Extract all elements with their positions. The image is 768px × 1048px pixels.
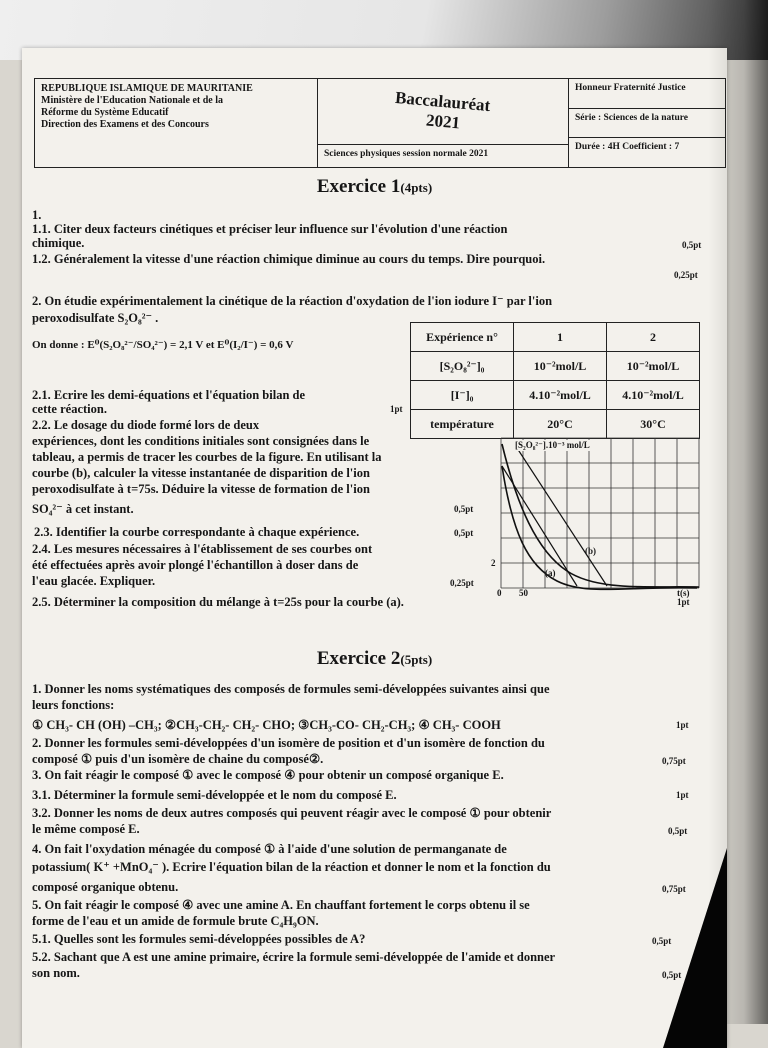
table-header: 2 xyxy=(607,323,700,352)
ex1-line: 2.5. Déterminer la composition du mélange à t=25s pour la courbe (a). xyxy=(32,595,404,609)
ex2-point: 0,75pt xyxy=(662,884,686,894)
table-cell: [I⁻]₀ xyxy=(411,381,514,410)
ex2-line: le même composé E. xyxy=(32,822,140,836)
ex2-line: 3.1. Déterminer la formule semi-développée et le nom du composé E. xyxy=(32,788,397,802)
ministry-block xyxy=(35,79,318,167)
graph-x-tick: 50 xyxy=(519,588,528,598)
ex1-line: 1. xyxy=(32,208,42,222)
exercise-2-points: (5pts) xyxy=(400,652,433,667)
kinetics-graph-svg xyxy=(497,436,712,601)
serie: Série : Sciences de la nature xyxy=(569,109,725,139)
table-cell: 4.10⁻²mol/L xyxy=(607,381,700,410)
curve-b-label: (b) xyxy=(585,546,596,556)
exercise-1-points: (4pts) xyxy=(400,180,433,195)
ex2-point: 0,5pt xyxy=(662,970,682,980)
table-cell: [S₂O₈²⁻]₀ xyxy=(411,352,514,381)
ex2-line: ① CH₃- CH (OH) –CH₃; ②CH₃-CH₂- CH₂- CHO; ③CH₃-CO- CH₂-CH₃; ④ CH₃- COOH xyxy=(32,718,501,732)
exercise-1-title xyxy=(22,176,727,198)
ex2-line: leurs fonctions: xyxy=(32,698,115,712)
table-cell: 10⁻²mol/L xyxy=(514,352,607,381)
motto: Honneur Fraternité Justice xyxy=(569,79,725,109)
ex1-point: 0,25pt xyxy=(674,270,698,280)
ex1-line: expériences, dont les conditions initiales sont consignées dans le xyxy=(32,434,370,448)
ex1-line: 2.1. Ecrire les demi-équations et l'équation bilan de xyxy=(32,388,306,402)
ex1-line: 1.2. Généralement la vitesse d'une réaction chimique diminue au cours du temps. Dire pourquoi. xyxy=(32,252,546,266)
ex2-line: 1. Donner les noms systématiques des composés de formules semi-développées suivantes ainsi que xyxy=(32,682,550,696)
kinetics-graph xyxy=(491,436,712,601)
ex1-line: cette réaction. xyxy=(32,402,107,416)
tangent-line xyxy=(517,448,607,586)
ex1-point: 1pt xyxy=(677,597,690,607)
ex2-point: 0,5pt xyxy=(668,826,688,836)
graph-x-unit: t(s) xyxy=(677,588,690,598)
ministry-line: Ministère de l'Education Nationale et de la xyxy=(41,95,224,106)
ministry-line: Direction des Examens et des Concours xyxy=(41,119,209,130)
table-cell: 30°C xyxy=(607,410,700,439)
ex1-line: SO₄²⁻ à cet instant. xyxy=(32,502,134,516)
exercise-2-title xyxy=(22,648,727,670)
table-header: Expérience n° xyxy=(411,323,514,352)
ex2-line: 4. On fait l'oxydation ménagée du composé ① à l'aide d'une solution de permanganate de xyxy=(32,842,507,856)
ex2-line: forme de l'eau et un amide de formule brute C₄H₉ON. xyxy=(32,914,319,928)
ex1-line: chimique. xyxy=(32,236,85,250)
ex1-line: peroxodisulfate S₂O₈²⁻ . xyxy=(32,311,159,325)
ex1-point: 1pt xyxy=(390,404,403,414)
ex1-line: l'eau glacée. Expliquer. xyxy=(32,574,156,588)
ex2-line: composé organique obtenu. xyxy=(32,880,179,894)
exam-page xyxy=(22,48,727,1048)
table-cell: température xyxy=(411,410,514,439)
graph-ylabel: [S₂O₈²⁻].10⁻³ mol/L xyxy=(515,440,590,450)
exam-title-block xyxy=(318,79,569,167)
exam-header xyxy=(34,78,726,168)
ex2-line: 5. On fait réagir le composé ④ avec une amine A. En chauffant fortement le corps obtenu il se xyxy=(32,898,530,912)
curve-b xyxy=(502,444,699,587)
ex1-line: 2.2. Le dosage du diode formé lors de deux xyxy=(32,418,260,432)
graph-x-tick: 0 xyxy=(497,588,502,598)
ex2-point: 0,75pt xyxy=(662,756,686,766)
curve-a-label: (a) xyxy=(545,568,556,578)
ex2-line: 5.1. Quelles sont les formules semi-développées possibles de A? xyxy=(32,932,366,946)
ex1-line: été effectuées après avoir plongé l'échantillon à doser dans de xyxy=(32,558,359,572)
scan-shadow-right xyxy=(708,0,768,1024)
ex2-line: son nom. xyxy=(32,966,80,980)
ex2-line: potassium( K⁺ +MnO₄⁻ ). Ecrire l'équation bilan de la réaction et donner le nom et la fonction du xyxy=(32,860,551,874)
table-cell: 10⁻²mol/L xyxy=(607,352,700,381)
exam-info-block xyxy=(569,79,725,167)
exam-year: 2021 xyxy=(425,110,461,132)
ex1-line: peroxodisulfate à t=75s. Déduire la vitesse de formation de l'ion xyxy=(32,482,370,496)
ex2-point: 1pt xyxy=(676,720,689,730)
ex2-point: 0,5pt xyxy=(652,936,672,946)
table-cell: 20°C xyxy=(514,410,607,439)
experiment-table xyxy=(410,322,700,439)
table-header: 1 xyxy=(514,323,607,352)
ex1-point: 0,5pt xyxy=(454,504,474,514)
duree: Durée : 4H Coefficient : 7 xyxy=(575,142,680,153)
ex1-point: 0,5pt xyxy=(454,528,474,538)
ex2-line: composé ① puis d'un isomère de chaine du composé②. xyxy=(32,752,324,766)
exercise-1-title-text: Exercice 1 xyxy=(316,176,401,197)
ex2-line: 2. Donner les formules semi-développées d'un isomère de position et d'un isomère de fonction du xyxy=(32,736,545,750)
table-cell: 4.10⁻²mol/L xyxy=(514,381,607,410)
graph-y-tick: 2 xyxy=(491,558,496,568)
ministry-line: Réforme du Système Educatif xyxy=(41,107,169,118)
ex2-line: 5.2. Sachant que A est une amine primaire, écrire la formule semi-développée de l'amide et donner xyxy=(32,950,556,964)
ex1-line: tableau, a permis de tracer les courbes de la figure. En utilisant la xyxy=(32,450,382,464)
exercise-2-title-text: Exercice 2 xyxy=(316,648,401,669)
exam-title: Baccalauréat xyxy=(394,87,492,115)
ex1-line: 2.3. Identifier la courbe correspondante à chaque expérience. xyxy=(34,525,360,539)
ex2-line: 3.2. Donner les noms de deux autres composés qui peuvent réagir avec le composé ① pour obtenir xyxy=(32,806,552,820)
ex1-line: courbe (b), calculer la vitesse instantanée de disparition de l'ion xyxy=(32,466,370,480)
ex1-line: On donne : E⁰(S₂O₈²⁻/SO₄²⁻) = 2,1 V et E⁰(I₂/I⁻) = 0,6 V xyxy=(32,339,294,351)
ex1-line: 2. On étudie expérimentalement la cinétique de la réaction d'oxydation de l'ion iodure I⁻ par l'ion xyxy=(32,294,553,308)
ministry-line: REPUBLIQUE ISLAMIQUE DE MAURITANIE xyxy=(41,83,253,94)
ex1-point: 0,5pt xyxy=(682,240,702,250)
ex1-line: 2.4. Les mesures nécessaires à l'établissement de ses courbes ont xyxy=(32,542,373,556)
ex1-point: 0,25pt xyxy=(450,578,474,588)
ex2-point: 1pt xyxy=(676,790,689,800)
ex1-line: 1.1. Citer deux facteurs cinétiques et préciser leur influence sur l'évolution d'une réaction xyxy=(32,222,508,236)
ex2-line: 3. On fait réagir le composé ① avec le composé ④ pour obtenir un composé organique E. xyxy=(32,768,504,782)
session-label: Sciences physiques session normale 2021 xyxy=(324,149,489,159)
